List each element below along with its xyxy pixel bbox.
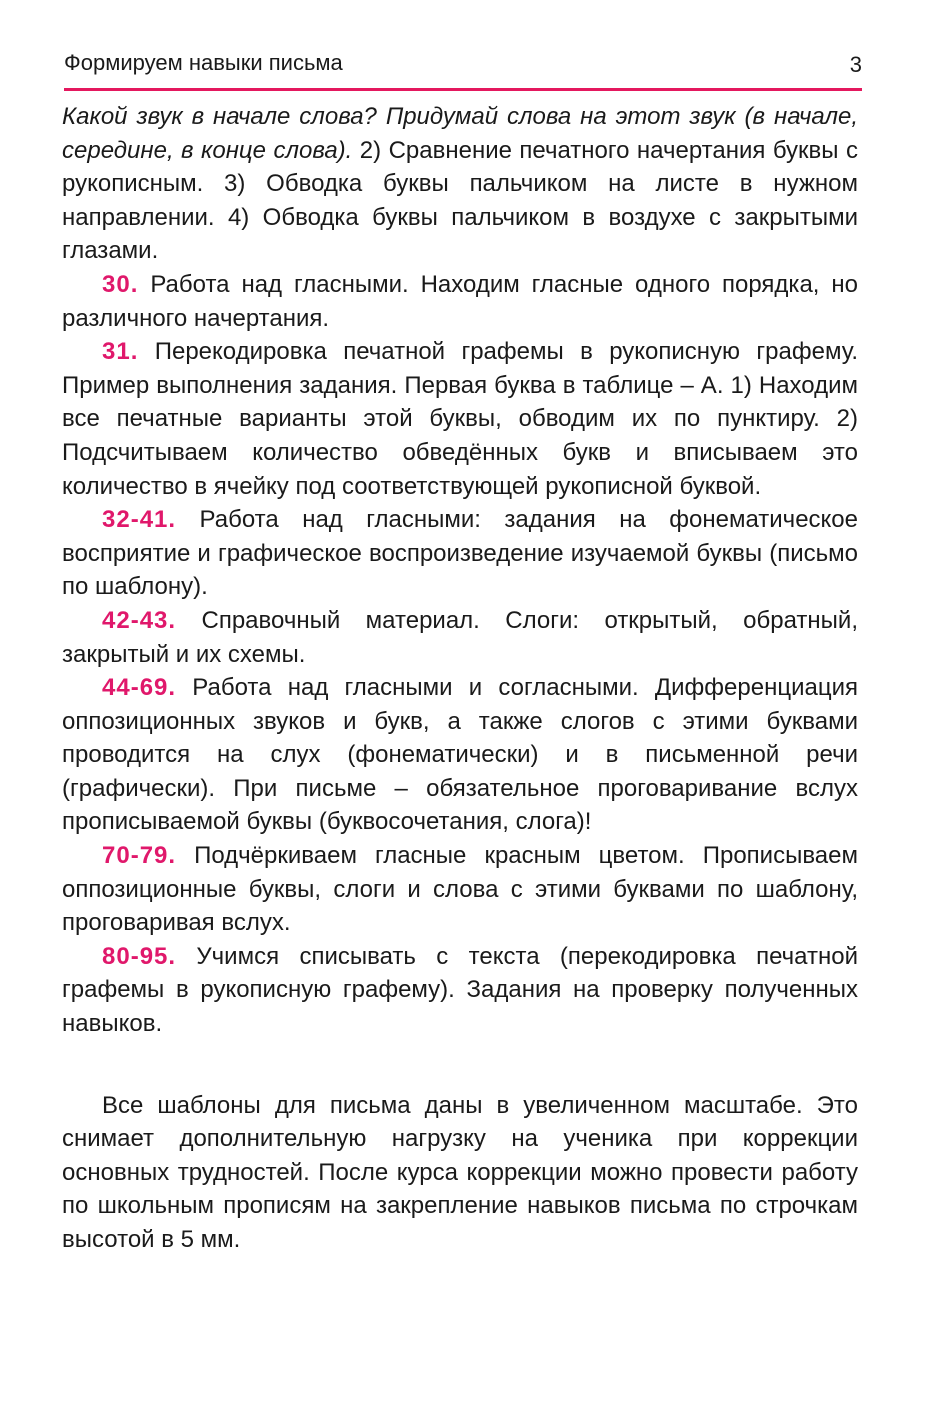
item-text: Справочный материал. Слоги: открытый, обратный, закрытый и их схемы. (62, 606, 858, 668)
body-text (62, 100, 858, 1257)
item-30 (62, 268, 858, 335)
item-number: 44-69. (102, 674, 177, 702)
item-number: 31. (102, 338, 139, 366)
item-text: Работа над гласными. Находим гласные одного порядка, но различного начертания. (62, 270, 858, 332)
running-header (64, 48, 862, 82)
intro-paragraph (62, 100, 858, 268)
intro-text: 2) Сравнение печатного начертания буквы с рукописным. 3) Обводка буквы пальчиком на листе в нужном направлении. 4) Обводка буквы пальчиком в воздухе с закрытыми глазами. (62, 136, 858, 265)
item-number: 80-95. (102, 942, 177, 970)
header-rule (64, 88, 862, 91)
item-70-79 (62, 839, 858, 940)
item-32-41 (62, 503, 858, 604)
item-31 (62, 335, 858, 503)
item-44-69 (62, 671, 858, 839)
paragraph-gap (62, 1041, 858, 1089)
item-text: Работа над гласными: задания на фонематическое восприятие и графическое воспроизведение изучаемой буквы (письмо по шаблону). (62, 506, 858, 601)
item-number: 42-43. (102, 606, 177, 634)
item-text: Работа над гласными и согласными. Дифференциация оппозиционных звуков и букв, а также слогов с этими буквами проводится на слух (фонематически) и в письменной речи (графически). При письме – обязательное проговаривание вслух прописываемой буквы (буквосочетания, слога)! (62, 674, 858, 836)
item-number: 70-79. (102, 842, 177, 870)
item-number: 30. (102, 270, 139, 298)
item-text: Учимся списывать с текста (перекодировка печатной графемы в рукописную графему). Задания на проверку полученных навыков. (62, 942, 858, 1038)
intro-italic: Какой звук в начале слова? Придумай слова на этот звук (в начале, середине, в конце слова). (62, 103, 858, 164)
item-number: 32-41. (102, 506, 177, 534)
page-number: 3 (849, 52, 862, 77)
item-80-95 (62, 940, 858, 1041)
header-title: Формируем навыки письма (64, 50, 343, 75)
item-text: Перекодировка печатной графемы в рукописную графему. Пример выполнения задания. Первая буква в таблице – А. 1) Находим все печатные варианты этой буквы, обводим их по пунктиру. 2) Подсчитываем количество обведённых букв и вписываем это количество в ячейку под соответствующей рукописной буквой. (62, 338, 858, 500)
item-42-43 (62, 604, 858, 671)
closing-paragraph: Все шаблоны для письма даны в увеличенном масштабе. Это снимает дополнительную нагрузку на ученика при коррекции основных трудностей. После курса коррекции можно провести работу по школьным прописям на закрепление навыков письма по строчкам высотой в 5 мм. (62, 1091, 858, 1253)
item-text: Подчёркиваем гласные красным цветом. Прописываем оппозиционные буквы, слоги и слова с этими буквами по шаблону, проговаривая вслух. (62, 842, 858, 937)
